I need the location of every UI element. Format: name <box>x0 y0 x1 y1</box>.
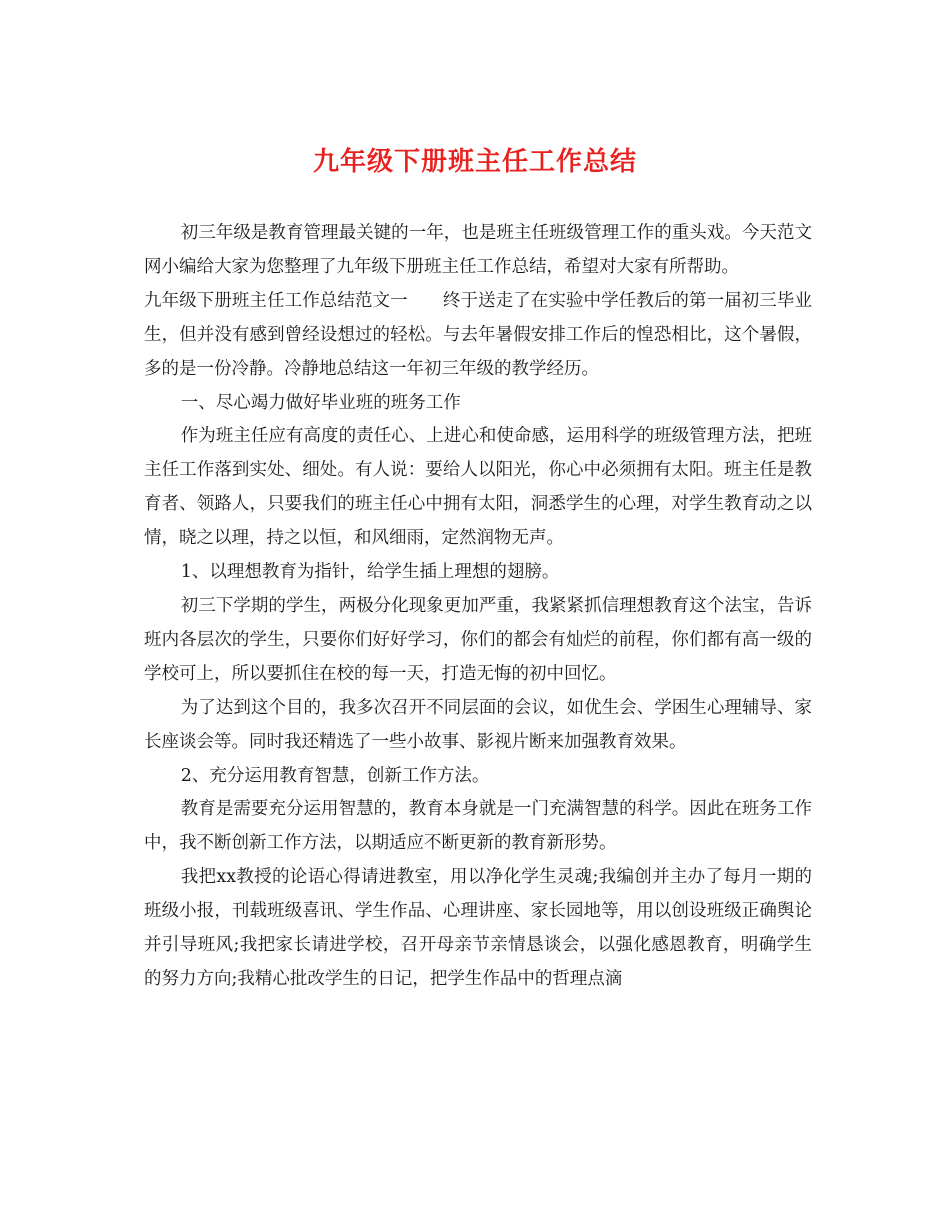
paragraph: 作为班主任应有高度的责任心、上进心和使命感，运用科学的班级管理方法，把班主任工作落到实处、细处。有人说：要给人以阳光，你心中必须拥有太阳。班主任是教育者、领路人，只要我们的班主任心中拥有太阳，洞悉学生的心理，对学生教育动之以情，晓之以理，持之以恒，和风细雨，定然润物无声。 <box>144 426 812 549</box>
paragraph: 为了达到这个目的，我多次召开不同层面的会议，如优生会、学困生心理辅导、家长座谈会等。同时我还精选了一些小故事、影视片断来加强教育效果。 <box>144 697 812 752</box>
document-body <box>144 217 812 997</box>
paragraph: 初三下学期的学生，两极分化现象更加严重，我紧紧抓信理想教育这个法宝，告诉班内各层次的学生，只要你们好好学习，你们的都会有灿烂的前程，你们都有高一级的学校可上，所以要抓住在校的每一天，打造无悔的初中回忆。 <box>144 595 812 684</box>
subsection-heading-one: 1、以理想教育为指针，给学生插上理想的翅膀。 <box>180 562 560 583</box>
intro-paragraph: 初三年级是教育管理最关键的一年，也是班主任班级管理工作的重头戏。今天范文网小编给大家为您整理了九年级下册班主任工作总结，希望对大家有所帮助。 <box>144 223 812 277</box>
subsection-heading-two: 2、充分运用教育智慧，创新工作方法。 <box>180 765 490 786</box>
document-title: 九年级下册班主任工作总结 <box>312 147 637 177</box>
paragraph-sample-one: 九年级下册班主任工作总结范文一 终于送走了在实验中学任教后的第一届初三毕业生，但并没有感到曾经设想过的轻松。与去年暑假安排工作后的惶恐相比，这个暑假，多的是一份冷静。冷静地总结这一年初三年级的教学经历。 <box>144 290 812 379</box>
section-heading-one: 一、尽心竭力做好毕业班的班务工作 <box>180 392 461 413</box>
paragraph: 教育是需要充分运用智慧的，教育本身就是一门充满智慧的科学。因此在班务工作中，我不断创新工作方法，以期适应不断更新的教育新形势。 <box>144 799 812 854</box>
paragraph: 我把xx教授的论语心得请进教室，用以净化学生灵魂;我编创并主办了每月一期的班级小报，刊载班级喜讯、学生作品、心理讲座、家长园地等，用以创设班级正确舆论并引导班风;我把家长请进学校，召开母亲节亲情恳谈会，以强化感恩教育，明确学生的努力方向;我精心批改学生的日记，把学生作品中的哲理点滴 <box>144 867 812 989</box>
